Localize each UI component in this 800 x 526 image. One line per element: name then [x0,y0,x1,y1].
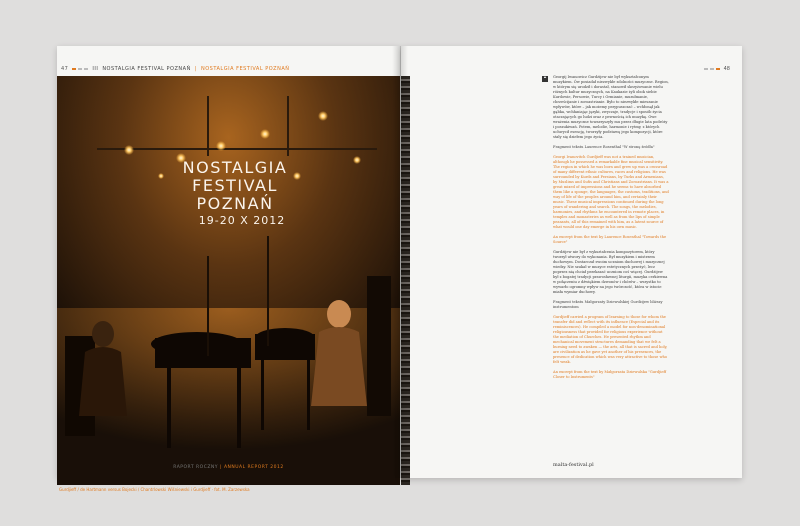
text-credit: An excerpt from the text by Laurence Rosenthal "Towards the Source" [553,235,667,244]
section-prefix: III [92,66,99,72]
website-url: malta-festival.pl [553,462,594,468]
text-paragraph: Gurdjieff carried a program of learning to those for whom the transfer did and reflect with its influence (Especial and its reminiscences). He compiled a model for non-denominational religiousness that provided for religious experience without the mediation of Churches. He presented rhythm and mechanical movement structures demanding that we felt a burning need to awaken — the arts, all that is sacred and holy, are civilization as he gave yet another of his presences, the presence of dedication which was very attractive to those who felt weak. [553,315,668,364]
poster-title [165,159,305,229]
text-credit: Fragment tekstu Małgorzaty Dziewulskiej Gurdżijew bliższy instrumentom [553,300,663,309]
right-page-header [704,66,730,72]
section-title-en: NOSTALGIA FESTIVAL POZNAŃ [201,66,290,72]
poster-line-2: FESTIVAL [192,176,278,195]
left-page [57,46,400,492]
text-credit: An excerpt from the text by Małgorzata Dziewulska "Gurdjieff Closer to Instruments" [553,370,667,379]
section-dots [72,68,88,70]
poster-dates: 19-20 X 2012 [198,214,286,227]
footer-label-en: ANNUAL REPORT 2012 [223,465,284,470]
right-page [401,46,742,478]
text-paragraph: Georgi Ivanovitch Gurdjieff was not a trained musician, although he possessed a remarkable fine musical sensitivity. The region in which he was born and grew up was a crossroad of many different ethnic cultures, races and religions. He was surrounded by Kurds and Persians, by Turks and Armenians, by Muslims and Sufis and Christians and Zoroastrians. It was a great mixed of impressions and he seems to have absorbed them like a sponge, the languages, the customs, traditions, and way of life of the peoples around him, and certainly their music. These musical impressions continued during the long years of wandering and search. The songs, the melodies, harmonies, and rhythms he encountered in remote places, in temples and monasteries as well as from the lips of simple peasants, all of this remained with him, as a latent source of what would one day emerge in his own music. [553,155,669,229]
poster-line-1: NOSTALGIA [182,158,288,177]
article-text [553,75,669,385]
poster-line-3: POZNAŃ [196,194,274,213]
section-dots-right [704,68,720,70]
photo-strip [401,76,410,485]
section-title-pl: NOSTALGIA FESTIVAL POZNAŃ [102,66,191,72]
footer-label-pl: RAPORT ROCZNY [173,465,219,470]
left-page-footer: RAPORT ROCZNY | ANNUAL REPORT 2012 [173,465,284,470]
left-page-header: 47 III NOSTALGIA FESTIVAL POZNAŃ | NOSTALGIA FESTIVAL POZNAŃ [61,66,290,72]
stage-illustration [57,76,400,485]
page-number-left: 47 [61,66,69,72]
quote-icon: ❝ [543,76,547,82]
text-credit: Fragment tekstu Laurence Rosenthal "W stronę źródła" [553,145,655,149]
text-paragraph: Georgij Iwanowicz Gurdżijew nie był wykształconym muzykiem. Ów posiadał niezwykłe zdolności muzyczne. Region, w którym się urodził i dorastał, stanowił skrzyżowanie wielu różnych kultur muzycznych, na Kaukazie żyli obok siebie Kurdowie, Persowie, Turcy i Ormianie, muzułmanie, chrześcijanie i zoroastrianie. Było to niezwykłe mieszanie wpływów, które – jak możemy przypuszczać – wchłonął jak gąbka, wchłaniając języki, zwyczaje, tradycje i sposób życia otaczających go ludzi oraz z pewnością ich muzykę. Owe wrażenia muzyczne towarzyszyły mu przez długie lata podróży i poszukiwań. Potem, melodie, harmonie i rytmy, z których uchwycił esencję, tworzyły podstawę jego kompozycji, które stały się dziełem jego życia. [553,75,669,139]
text-paragraph: Gurdżijew nie był z wykształcenia kompozytorem, który tworzył utwory do wykonania. Był muzykiem i mistrzem duchowym. Dostarczał swoim uczniom duchowej i muzycznej wiedzy. Nie szukał w muzyce estetycznych przeżyć, lecz poprzez nią chciał przekazać uczniom coś więcej. Gurdżijew był z bogatej tradycji prawosławnej liturgii, muzyka cerkiewna w połączeniu z dźwiękiem dzwonów i chórów – wszystko to wywarło ogromny wpływ na jego twórczość, która w istocie miała wymiar duchowy. [553,250,668,294]
photo-caption: Gurdjieff / de Hartmann versus Bojecki / Chantrlowski Wiśniewski i Gurdjieff · fot. M. Zarzewska [59,487,250,492]
page-number-right: 48 [723,66,730,72]
concert-photo [57,76,400,485]
